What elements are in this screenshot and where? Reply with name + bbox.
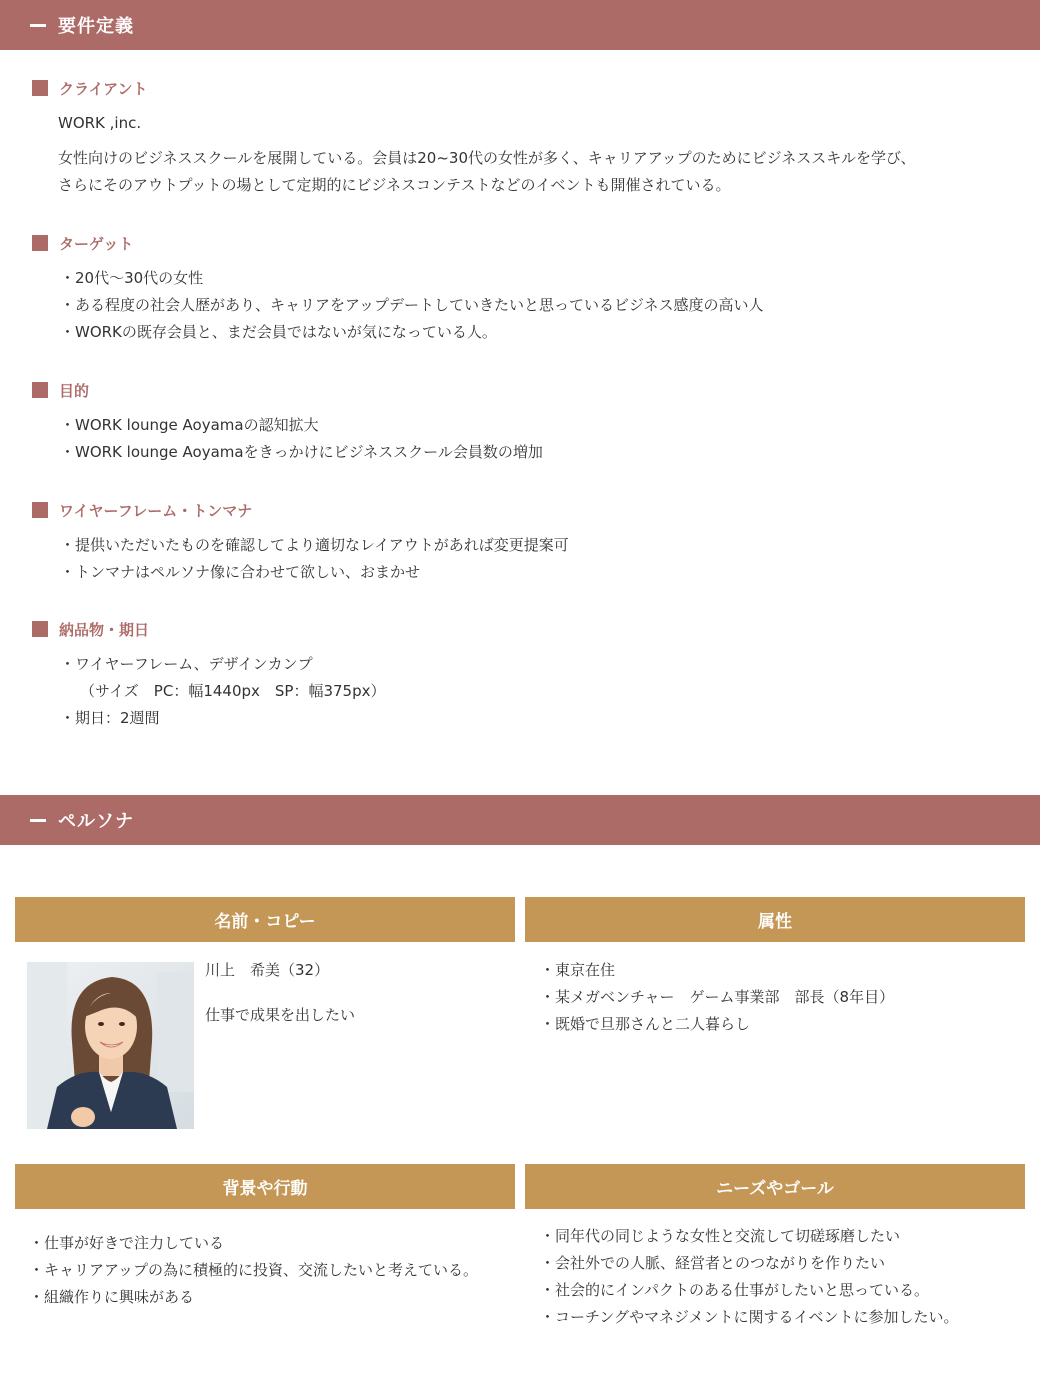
square-bullet-icon [32, 382, 48, 398]
needs-heading: ニーズやゴール [525, 1164, 1025, 1209]
list-item: ・社会的にインパクトのある仕事がしたいと思っている。 [540, 1281, 929, 1299]
square-bullet-icon [32, 621, 48, 637]
persona-copy: 仕事で成果を出したい [205, 1006, 356, 1024]
name-copy-body [205, 957, 505, 1029]
client-desc-line1: 女性向けのビジネススクールを展開している。会員は20~30代の女性が多く、キャリアアップのためにビジネススキルを学び、 [58, 149, 916, 167]
attributes-list [538, 957, 1018, 1038]
deliverable-item: ・ワイヤーフレーム、デザインカンプ [60, 655, 313, 673]
deliverables-section [32, 619, 992, 732]
list-item: ・東京在住 [540, 961, 616, 979]
list-item: ・WORK lounge Aoyamaの認知拡大 [60, 416, 319, 434]
list-item [60, 651, 992, 705]
background-body [27, 1230, 507, 1311]
requirements-header [0, 0, 1040, 50]
square-bullet-icon [32, 80, 48, 96]
deliverables-list [58, 651, 992, 732]
persona-header [0, 795, 1040, 845]
background-heading: 背景や行動 [15, 1164, 515, 1209]
purpose-section [32, 380, 992, 466]
client-name: WORK ,inc. [58, 114, 142, 132]
list-item: ・既婚で旦那さんと二人暮らし [540, 1015, 751, 1033]
list-item: ・キャリアアップの為に積極的に投資、交流したいと考えている。 [29, 1261, 478, 1279]
name-copy-heading: 名前・コピー [15, 897, 515, 942]
target-section [32, 233, 992, 346]
client-desc-line2: さらにそのアウトプットの場として定期的にビジネスコンテストなどのイベントも開催されている。 [58, 176, 731, 194]
list-item: ・WORKの既存会員と、まだ会員ではないが気になっている人。 [60, 323, 497, 341]
needs-body [538, 1223, 1028, 1331]
persona-photo [27, 962, 194, 1129]
list-item: ・仕事が好きで注力している [29, 1234, 225, 1252]
square-bullet-icon [32, 235, 48, 251]
client-section [32, 78, 992, 199]
woman-portrait-icon [27, 962, 194, 1129]
list-item: ・期日：2週間 [60, 709, 160, 727]
background-list [27, 1230, 507, 1311]
list-item: ・ある程度の社会人歴があり、キャリアをアップデートしていきたいと思っているビジネス感度の高い人 [60, 296, 764, 314]
attributes-heading: 属性 [525, 897, 1025, 942]
list-item: ・同年代の同じような女性と交流して切磋琢磨したい [540, 1227, 901, 1245]
wireframe-heading: ワイヤーフレーム・トンマナ [59, 501, 253, 520]
dash-icon [30, 819, 46, 822]
list-item: ・トンマナはペルソナ像に合わせて欲しい、おまかせ [60, 563, 421, 581]
list-item: ・会社外での人脈、経営者とのつながりを作りたい [540, 1254, 886, 1272]
dash-icon [30, 24, 46, 27]
deliverable-size: （サイズ PC：幅1440px SP：幅375px） [80, 682, 386, 700]
list-item: ・WORK lounge Aoyamaをきっかけにビジネススクール会員数の増加 [60, 443, 543, 461]
needs-list [538, 1223, 1028, 1331]
list-item: ・コーチングやマネジメントに関するイベントに参加したい。 [540, 1308, 959, 1326]
requirements-title: 要件定義 [58, 16, 134, 37]
square-bullet-icon [32, 502, 48, 518]
persona-title: ペルソナ [58, 811, 134, 832]
client-heading: クライアント [59, 79, 148, 98]
persona-name: 川上 希美（32） [205, 961, 330, 979]
deliverables-heading: 納品物・期日 [59, 620, 150, 639]
wireframe-section [32, 500, 992, 586]
target-list [58, 265, 992, 346]
wireframe-list [58, 532, 992, 586]
list-item: ・某メガベンチャー ゲーム事業部 部長（8年目） [540, 988, 895, 1006]
purpose-list [58, 412, 992, 466]
list-item: ・提供いただいたものを確認してより適切なレイアウトがあれば変更提案可 [60, 536, 569, 554]
target-heading: ターゲット [59, 234, 134, 253]
purpose-heading: 目的 [59, 381, 90, 400]
attributes-body [538, 957, 1018, 1038]
list-item: ・20代〜30代の女性 [60, 269, 204, 287]
list-item: ・組織作りに興味がある [29, 1288, 195, 1306]
